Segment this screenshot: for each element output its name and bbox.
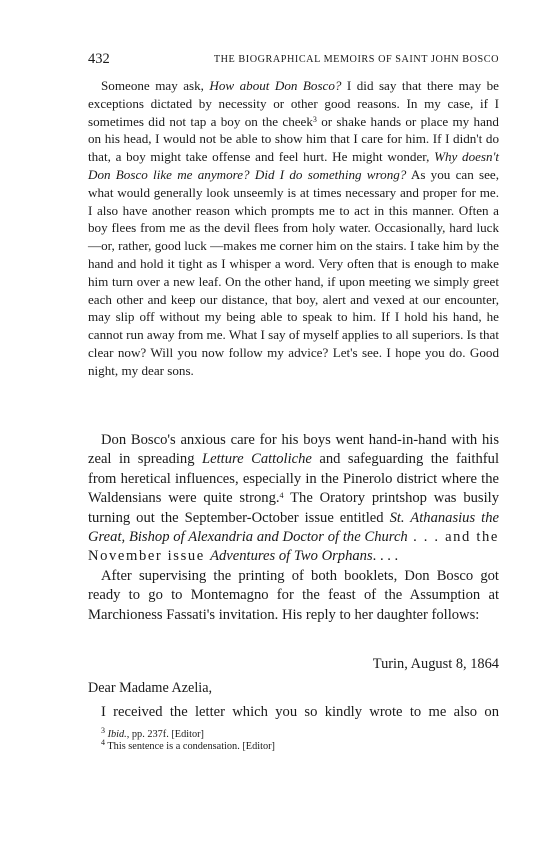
footnote-ref-4: 4 [279,491,284,501]
italic-question: How about Don Bosco? [209,78,342,93]
footnotes [101,726,275,754]
letter-salutation: Dear Madame Azelia, [88,680,213,696]
page-number: 432 [88,51,110,67]
letter-first-line: I received the letter which you so kindly wrote to me also on [101,704,499,720]
footnote-4: $^4$ This sentence is a condensation. [Editor] [101,738,275,753]
letter-date: Turin, August 8, 1864 [372,656,499,672]
booklet-title-september-october: St. Athanasius the Great, Bishop of Alexandria and Doctor of the Church [88,509,499,546]
footnote-3: $^3$ Ibid., pp. 237f. [Editor] [101,726,204,740]
footnote-ref-3: 3 [312,114,317,124]
periodical-title: Letture Cattoliche [202,451,312,468]
narrative-paragraph-1: Don Bosco's anxious care for his boys went hand-in-hand with his zeal in spreading Letture Cattoliche and safeguarding the faithful from heretical influences, especially in the Pinerolo district where the Waldensians were quite strong.$^4$ The Oratory printshop was busily turning out the September-October issue entitled St. Athanasius the Great, Bishop of Alexandria and Doctor of the Church . . . and the November issue Adventures of Two Orphans. . . . [88,432,499,565]
running-title: THE BIOGRAPHICAL MEMOIRS OF SAINT JOHN BOSCO [213,54,499,65]
quoted-talk-paragraph: Someone may ask, How about Don Bosco? I did say that there may be exceptions dictated by necessity or other good reasons. In my case, if I sometimes did not tap a boy on the cheek$^3$ or shake hands or place my hand on his head, I would not be able to show him that I care for him. If I didn't do that, a boy might take offense and feel hurt. He might wonder, Why doesn't Don Bosco like me anymore? Did I do something wrong? As you can see, what would generally look unseemly is at times necessary and proper for me. I also have another reason which prompts me to act in this manner. Often a boy flees from me as the devil flees from holy water. Occasionally, hard luck—or, rather, good luck —makes me corner him on the stairs. I take him by the hand and hold it tight as I whisper a word. Very often that is enough to make him turn over a new leaf. On the other hand, if upon meeting we simply greet each other and keep our distance, that boy, alert and vexed at our encounter, may slip off without my being able to speak to him. If I hold his hand, he cannot run away from me. What I say of myself applies to all superiors. Is that clear now? Will you now follow my advice? Let's see. I hope you do. Good night, my dear sons. [88,78,500,378]
booklet-title-november: Adventures of Two Orphans [210,548,373,565]
narrative-paragraph-2: After supervising the printing of both booklets, Don Bosco got ready to go to Montemagno for the feast of the Assumption at Marchioness Fassati's invitation. His reply to her daughter follows: [88,567,499,623]
running-header [88,51,499,71]
narrative-section [88,431,499,625]
italic-quote: Why doesn't Don Bosco like me anymore? Did I do something wrong? [88,149,500,182]
